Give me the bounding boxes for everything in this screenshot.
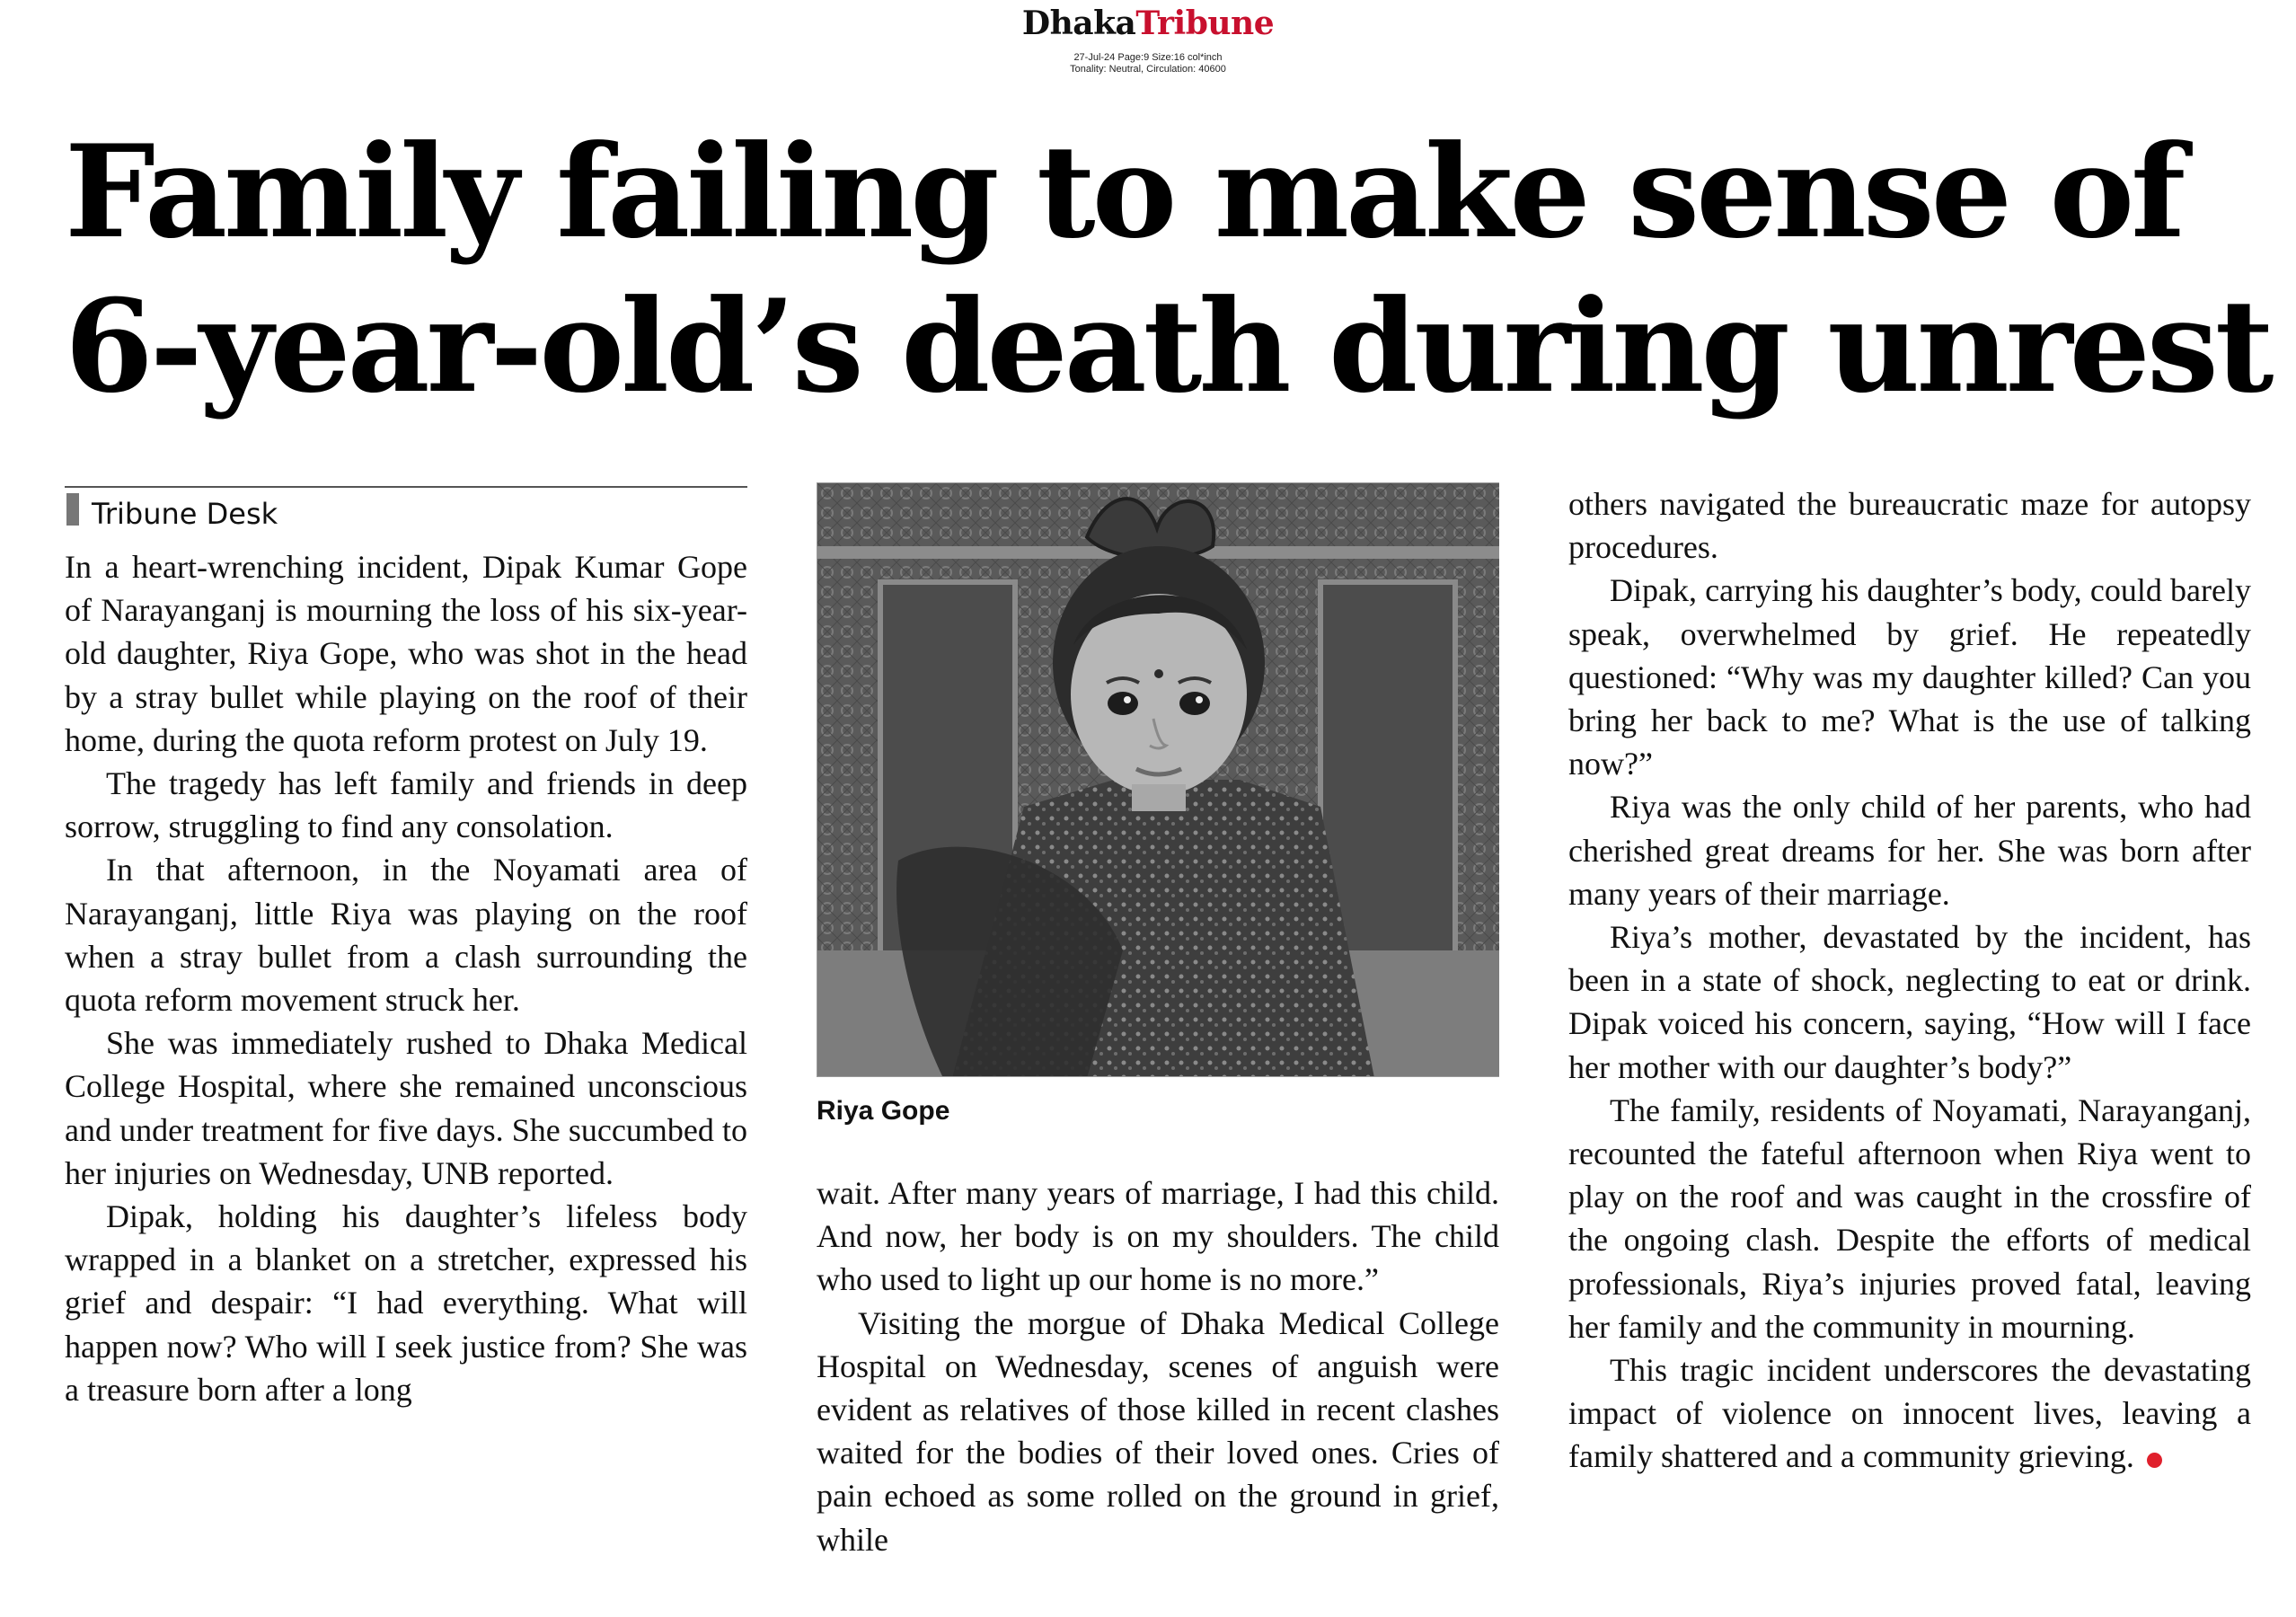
paragraph: Visiting the morgue of Dhaka Medical College Hospital on Wednesday, scenes of anguish were evident as relatives of those killed in recent clashes waited for the bodies of their loved ones. Cries of pain echoed as some rolled on the ground in grief, while <box>817 1304 1499 1558</box>
article-column-3 <box>1568 482 2251 1617</box>
logo-tribune: Tribune <box>1135 4 1275 42</box>
final-paragraph-text: This tragic incident underscores the devastating impact of violence on innocent lives, leaving a family shattered and a community grieving. <box>1568 1352 2251 1475</box>
paragraph-final <box>1568 1348 2251 1479</box>
article-headline <box>65 115 2271 424</box>
paragraph: In that afternoon, in the Noyamati area of Narayanganj, little Riya was playing on the roof when a stray bullet from a clash surrounding the quota reform movement struck her. <box>65 852 747 1019</box>
paragraph: In a heart-wrenching incident, Dipak Kumar Gope of Narayanganj is mourning the loss of his six-year-old daughter, Riya Gope, who was shot in the head by a stray bullet while playing on the roof of their home, during the quota reform protest on July 19. <box>65 549 747 758</box>
paragraph: Riya’s mother, devastated by the incident, has been in a state of shock, neglecting to eat or drink. Dipak voiced his concern, saying, “How will I face her mother with our daughter’s body?” <box>1568 919 2251 1085</box>
photo-illustration <box>817 483 1499 1077</box>
paragraph: others navigated the bureaucratic maze for autopsy procedures. <box>1568 486 2251 566</box>
photo-caption: Riya Gope <box>817 1096 950 1126</box>
paragraph: Riya was the only child of her parents, who had cherished great dreams for her. She was born after many years of their marriage. <box>1568 789 2251 912</box>
end-of-article-dot-icon <box>2147 1453 2162 1468</box>
masthead <box>0 4 2296 75</box>
riya-gope-photo <box>817 482 1499 1077</box>
dhaka-tribune-logo <box>0 4 2296 43</box>
byline-text: Tribune Desk <box>92 497 278 531</box>
clipping-meta-line2: Tonality: Neutral, Circulation: 40600 <box>1070 64 1226 75</box>
paragraph: Dipak, holding his daughter’s lifeless body wrapped in a blanket on a stretcher, expressed his grief and despair: “I had everything. What will happen now? Who will I seek justice from? She was a treasure born after a long <box>65 1198 747 1408</box>
byline-marker <box>66 493 79 526</box>
paragraph: wait. After many years of marriage, I had this child. And now, her body is on my shoulders. The child who used to light up our home is no more.” <box>817 1175 1499 1298</box>
paragraph: The family, residents of Noyamati, Narayanganj, recounted the fateful afternoon when Riya went to play on the roof and was caught in the crossfire of the ongoing clash. Despite the efforts of medical professionals, Riya’s injuries proved fatal, leaving her family and the community in mourning. <box>1568 1091 2251 1345</box>
clipping-meta-line1: 27-Jul-24 Page:9 Size:16 col*inch <box>1073 52 1223 63</box>
paragraph: The tragedy has left family and friends in deep sorrow, struggling to find any consolation. <box>65 765 747 845</box>
headline-line-1: Family failing to make sense of <box>65 118 2183 267</box>
logo-dhaka: Dhaka <box>1021 4 1136 42</box>
headline-line-2: 6-year-old’s death during unrest <box>65 272 2271 421</box>
byline <box>65 488 747 531</box>
article-column-2 <box>817 482 1499 1617</box>
paragraph: Dipak, carrying his daughter’s body, could barely speak, overwhelmed by grief. He repeatedly questioned: “Why was my daughter killed? Can you bring her back to me? What is the use of talking now?” <box>1568 572 2251 782</box>
paragraph: She was immediately rushed to Dhaka Medical College Hospital, where she remained unconscious and under treatment for five days. She succumbed to her injuries on Wednesday, UNB reported. <box>65 1025 747 1191</box>
article-column-1 <box>65 482 747 1617</box>
